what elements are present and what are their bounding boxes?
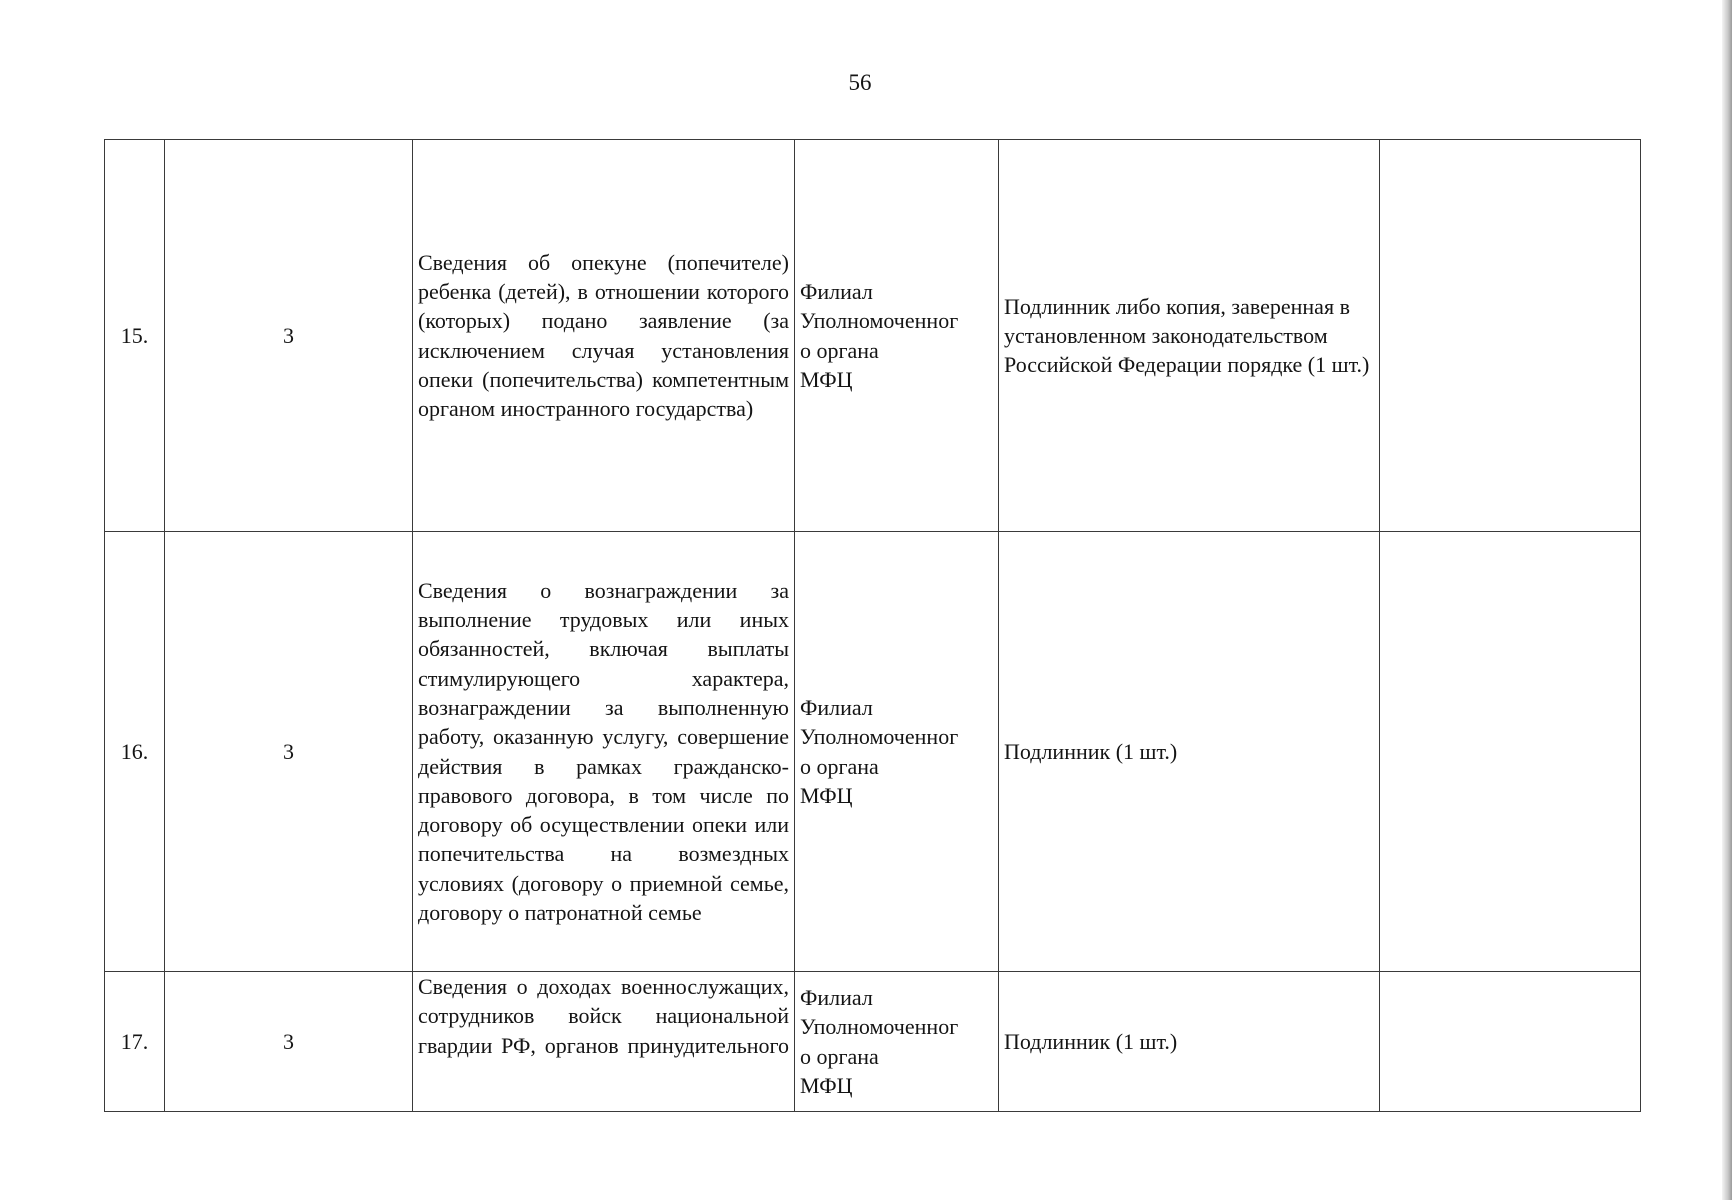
description-cell [413, 532, 795, 972]
document-form-cell: Подлинник (1 шт.) [999, 532, 1380, 972]
row-number-cell: 16. [105, 532, 165, 972]
section-cell: 3 [165, 140, 413, 532]
organization-text: Филиал Уполномоченног о органа МФЦ [800, 984, 959, 1098]
description-text: Сведения о доходах военнослужащих, сотрудников войск национальной гвардии РФ, органов принудительного [418, 974, 789, 1058]
note-cell [1380, 140, 1641, 532]
organization-text: Филиал Уполномоченног о органа МФЦ [800, 694, 959, 808]
organization-cell [795, 140, 999, 532]
organization-text: Филиал Уполномоченног о органа МФЦ [800, 278, 959, 392]
row-number-cell: 17. [105, 972, 165, 1112]
organization-cell [795, 532, 999, 972]
note-cell [1380, 972, 1641, 1112]
scan-edge-shadow [1722, 0, 1732, 1200]
documents-table [104, 139, 1641, 1112]
section-cell: 3 [165, 972, 413, 1112]
description-text: Сведения о вознаграждении за выполнение трудовых или иных обязанностей, включая выплаты стимулирующего характера, вознаграждении за выполненную работу, оказанную услугу, совершение действия в рамках гражданско-правового договора, в том числе по договору об осуществлении опеки или попечительства на возмездных условиях (договору о приемной семье, договору о патронатной семье [418, 577, 789, 925]
table-row [105, 972, 1641, 1112]
table-row [105, 140, 1641, 532]
description-cell [413, 140, 795, 532]
row-number-cell: 15. [105, 140, 165, 532]
page-number: 56 [848, 70, 872, 95]
section-cell: 3 [165, 532, 413, 972]
document-form-cell: Подлинник (1 шт.) [999, 972, 1380, 1112]
document-form-cell: Подлинник либо копия, заверенная в установленном законодательством Российской Федерации порядке (1 шт.) [999, 140, 1380, 532]
note-cell [1380, 532, 1641, 972]
description-cell [413, 972, 795, 1112]
table-row [105, 532, 1641, 972]
description-text: Сведения об опекуне (попечителе) ребенка (детей), в отношении которого (которых) подано заявление (за исключением случая установления опеки (попечительства) компетентным органом иностранного государства) [418, 249, 789, 422]
organization-cell [795, 972, 999, 1112]
